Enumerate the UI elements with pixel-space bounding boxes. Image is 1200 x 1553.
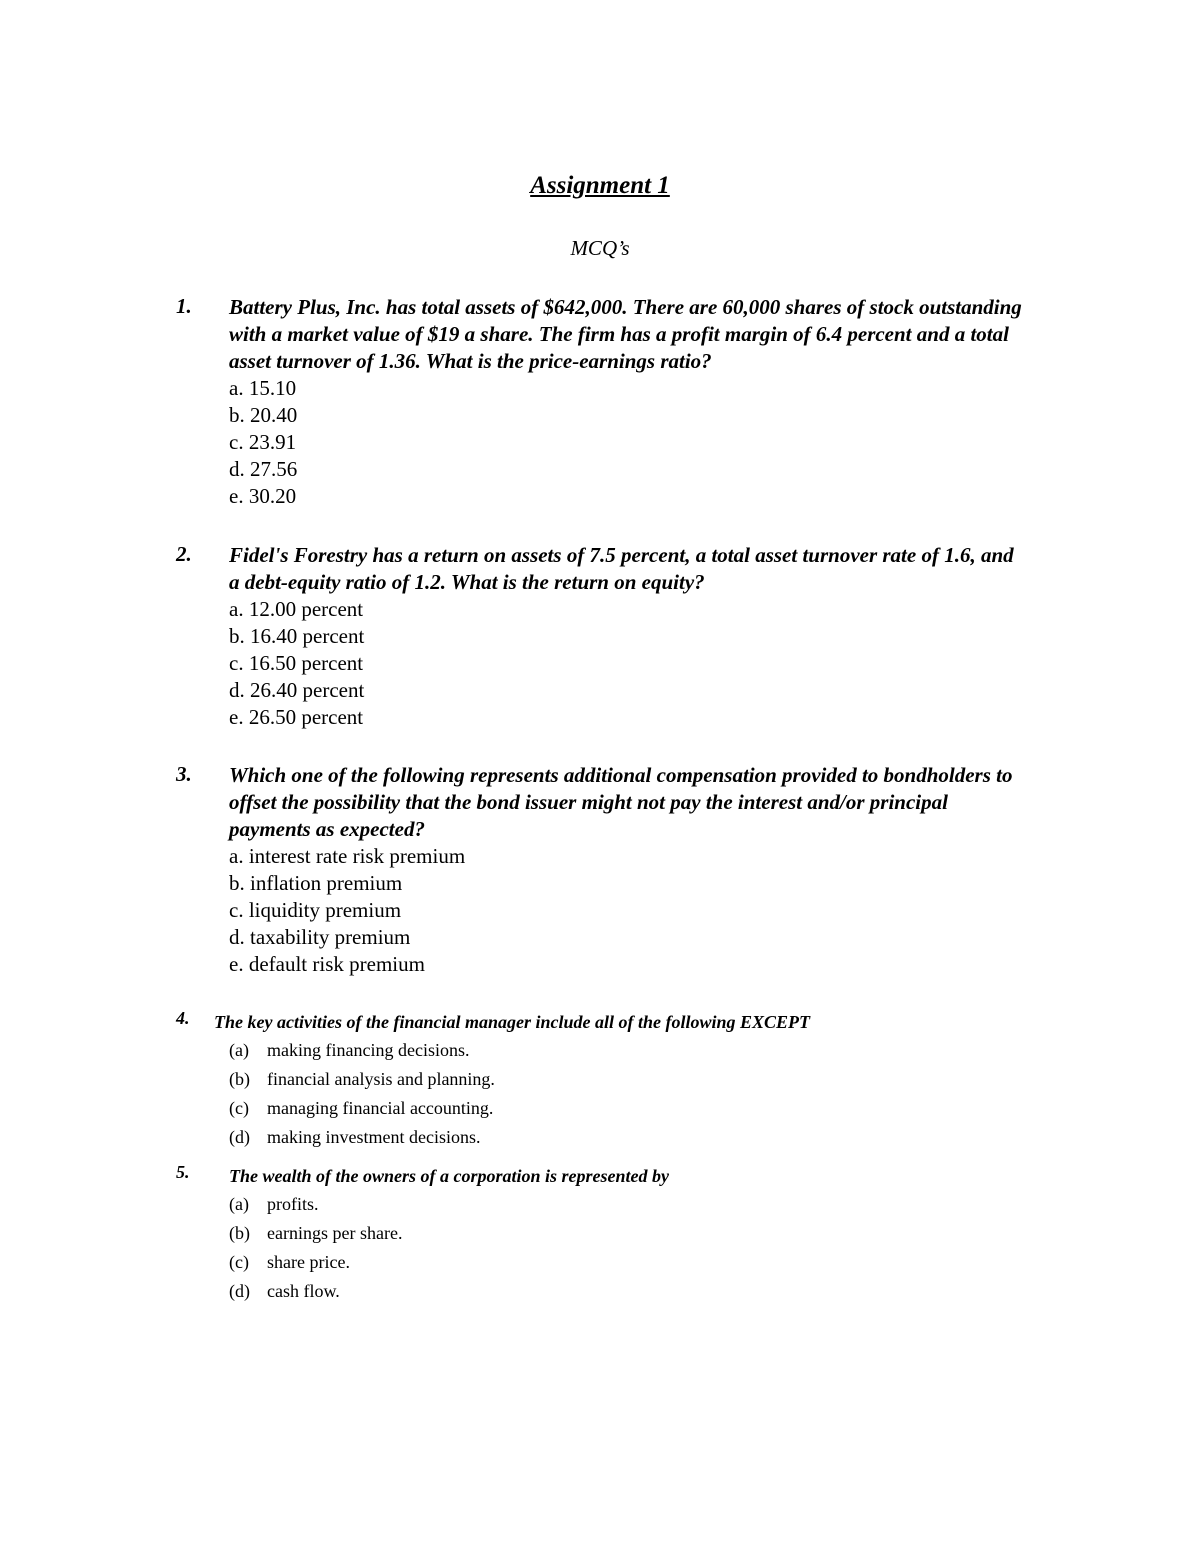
answer-option [229, 1190, 1056, 1219]
answer-options [229, 375, 1056, 510]
answer-option [229, 1248, 1056, 1277]
answer-options [229, 1036, 1056, 1152]
answer-options [229, 596, 1056, 731]
page-subtitle: MCQ’s [570, 236, 630, 260]
question-4 [176, 1008, 1056, 1152]
question-number: 1. [176, 294, 192, 318]
answer-option: b. 16.40 percent [229, 624, 365, 648]
question-number: 4. [176, 1008, 190, 1028]
answer-option: c. 23.91 [229, 430, 297, 454]
answer-option: d. 26.40 percent [229, 678, 365, 702]
answer-option [229, 1065, 1056, 1094]
option-text: making investment decisions. [267, 1127, 481, 1147]
answer-option: a. 12.00 percent [229, 597, 364, 621]
answer-option: d. 27.56 [229, 457, 298, 481]
option-label: (b) [229, 1223, 250, 1243]
question-text: Fidel's Forestry has a return on assets of 7.5 percent, a total asset turnover rate of 1.6, and a debt-equity ratio of 1.2. What is the return on equity? [229, 543, 1014, 594]
option-label: (a) [229, 1040, 249, 1060]
answer-option: a. interest rate risk premium [229, 844, 466, 868]
question-1 [176, 294, 1056, 510]
question-3 [176, 762, 1056, 978]
question-text: The wealth of the owners of a corporation is represented by [229, 1166, 669, 1186]
question-number: 5. [176, 1162, 190, 1182]
answer-option [229, 1036, 1056, 1065]
option-label: (d) [229, 1281, 250, 1301]
option-label: (b) [229, 1069, 250, 1089]
answer-option [229, 1123, 1056, 1152]
answer-options [229, 1190, 1056, 1306]
option-label: (c) [229, 1098, 249, 1118]
answer-option: e. 30.20 [229, 484, 297, 508]
question-text: The key activities of the financial manager include all of the following EXCEPT [214, 1012, 810, 1032]
answer-option [229, 1277, 1056, 1306]
question-2 [176, 542, 1056, 731]
answer-option: c. 16.50 percent [229, 651, 364, 675]
answer-option: e. 26.50 percent [229, 705, 364, 729]
option-label: (c) [229, 1252, 249, 1272]
answer-option [229, 1094, 1056, 1123]
option-text: profits. [267, 1194, 319, 1214]
option-label: (a) [229, 1194, 249, 1214]
page-title: Assignment 1 [530, 172, 670, 199]
answer-option: c. liquidity premium [229, 898, 402, 922]
question-number: 3. [176, 762, 192, 786]
question-text: Battery Plus, Inc. has total assets of $642,000. There are 60,000 shares of stock outstanding with a market value of $19 a share. The firm has a profit margin of 6.4 percent and a total asset turnover of 1.36. What is the price-earnings ratio? [229, 295, 1022, 373]
option-text: making financing decisions. [267, 1040, 470, 1060]
option-text: earnings per share. [267, 1223, 403, 1243]
option-text: financial analysis and planning. [267, 1069, 495, 1089]
answer-options [229, 843, 1056, 978]
option-label: (d) [229, 1127, 250, 1147]
answer-option: b. inflation premium [229, 871, 403, 895]
option-text: share price. [267, 1252, 350, 1272]
question-number: 2. [176, 542, 192, 566]
answer-option: b. 20.40 [229, 403, 298, 427]
option-text: managing financial accounting. [267, 1098, 494, 1118]
answer-option: a. 15.10 [229, 376, 297, 400]
answer-option [229, 1219, 1056, 1248]
option-text: cash flow. [267, 1281, 340, 1301]
question-text: Which one of the following represents additional compensation provided to bondholders to offset the possibility that the bond issuer might not pay the interest and/or principal payments as expected? [229, 763, 1013, 841]
question-5 [176, 1162, 1056, 1306]
answer-option: e. default risk premium [229, 952, 425, 976]
answer-option: d. taxability premium [229, 925, 411, 949]
